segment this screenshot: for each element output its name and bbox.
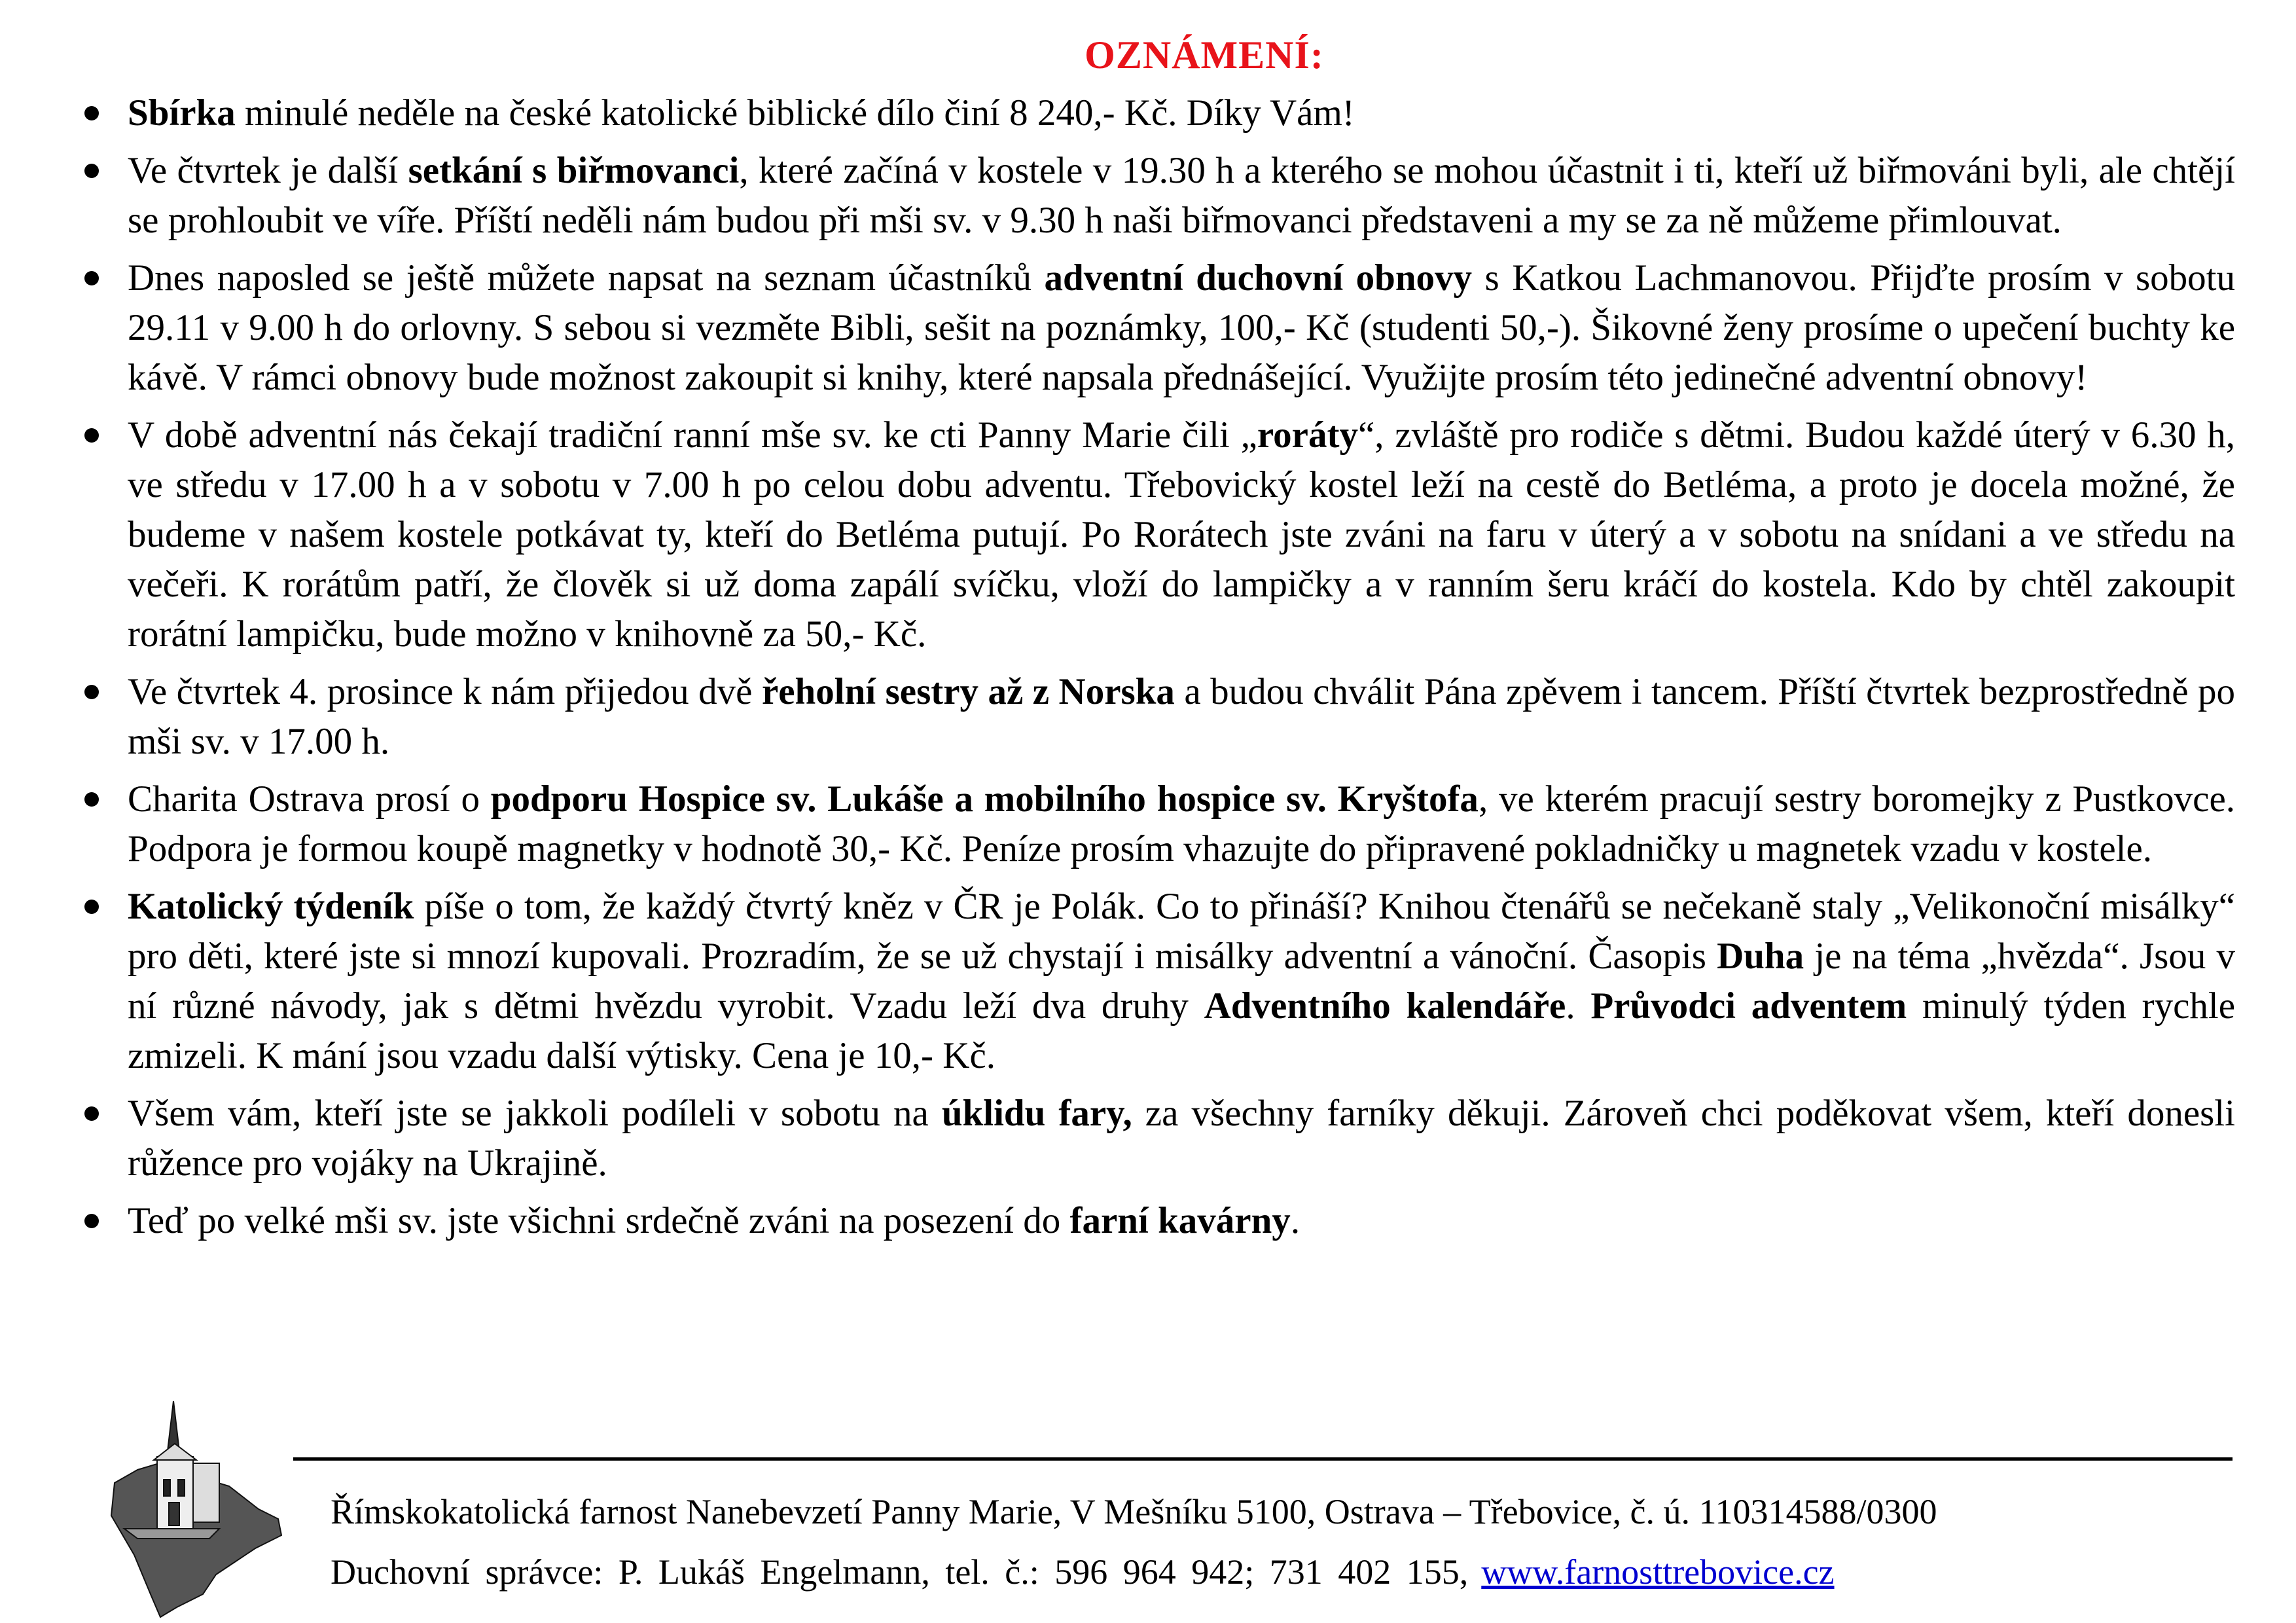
- emphasis-text: roráty: [1257, 414, 1358, 456]
- announcement-item: [75, 410, 2235, 659]
- bullet-icon: [84, 1214, 99, 1228]
- emphasis-text: setkání s biřmovanci: [408, 150, 740, 191]
- bullet-icon: [84, 1106, 99, 1121]
- body-text: .: [1566, 985, 1591, 1027]
- emphasis-text: Adventního kalendáře: [1204, 985, 1566, 1027]
- contact-text: Duchovní správce: P. Lukáš Engelmann, tel. č.: 596 964 942; 731 402 155,: [331, 1552, 1469, 1592]
- body-text: a budou chválit Pána zpěvem i tancem. Příští čtvrtek bezprostředně po mši sv. v 17.00 h.: [128, 671, 2236, 762]
- announcement-item: [75, 146, 2235, 246]
- body-text: “, zvláště pro rodiče s dětmi. Budou každé úterý v 6.30 h, ve středu v 17.00 h a v sobotu v 7.00 h po celou dobu adventu. Třebovický kostel leží na cestě do Betléma, a proto je docela možné, že budeme v našem kostele potkávat ty, kteří do Betléma putují. Po Rorátech jste zváni na faru v úterý a v sobotu na snídani a ve středu na večeři. K rorátům patří, že člověk si už doma zapálí svíčku, vloží do lampičky a v ranním šeru kráčí do kostela. Kdo by chtěl zakoupit rorátní lampičku, bude možno v knihovně za 50,- Kč.: [128, 414, 2235, 655]
- emphasis-text: Sbírka: [128, 92, 236, 134]
- emphasis-text: řeholní sestry až z Norska: [761, 671, 1175, 712]
- emphasis-text: adventní duchovní obnovy: [1044, 257, 1473, 299]
- body-text: , ve kterém pracují sestry boromejky z Pustkovce. Podpora je formou koupě magnetky v hodnotě 30,- Kč. Peníze prosím vhazujte do připravené pokladničky u magnetek vzadu v kostele.: [128, 778, 2235, 869]
- footer-divider: [293, 1457, 2233, 1461]
- bullet-icon: [84, 164, 99, 178]
- body-text: Dnes naposled se ještě můžete napsat na seznam účastníků: [128, 257, 1045, 299]
- body-text: je na téma „hvězda“. Jsou v ní různé návody, jak s dětmi hvězdu vyrobit. Vzadu leží dva druhy: [128, 936, 2235, 1027]
- announcement-item: [75, 1196, 2235, 1246]
- body-text: Charita Ostrava prosí o: [128, 778, 491, 820]
- church-engraving-icon: [98, 1398, 288, 1620]
- body-text: , které začíná v kostele v 19.30 h a kterého se mohou účastnit i ti, kteří už biřmováni byli, ale chtějí se prohloubit ve víře. Příští neděli nám budou při mši sv. v 9.30 h naši biřmovanci představeni a my se za ně můžeme přimlouvat.: [128, 150, 2235, 241]
- announcement-item: [75, 253, 2235, 403]
- website-link[interactable]: www.farnosttrebovice.cz: [1481, 1552, 1835, 1592]
- body-text: V době adventní nás čekají tradiční ranní mše sv. ke cti Panny Marie čili „: [128, 414, 1257, 456]
- announcement-item: [75, 882, 2235, 1081]
- body-text: Všem vám, kteří jste se jakkoli podíleli v sobotu na: [128, 1093, 942, 1134]
- body-text: minulé neděle na české katolické biblické dílo činí 8 240,- Kč. Díky Vám!: [235, 92, 1355, 134]
- body-text: za všechny farníky děkuji. Zároveň chci poděkovat všem, kteří donesli růžence pro vojáky na Ukrajině.: [128, 1093, 2235, 1184]
- body-text: Teď po velké mši sv. jste všichni srdečně zváni na posezení do: [128, 1200, 1070, 1241]
- announcement-item: [75, 1089, 2235, 1188]
- emphasis-text: Průvodci adventem: [1590, 985, 1907, 1027]
- bullet-icon: [84, 792, 99, 807]
- body-text: Ve čtvrtek 4. prosince k nám přijedou dvě: [128, 671, 762, 712]
- body-text: píše o tom, že každý čtvrtý kněz v ČR je Polák. Co to přináší? Knihou čtenářů se nečekaně staly „Velikonoční misálky“ pro děti, které jste si mnozí kupovali. Prozradím, že se už chystají i misálky adventní a vánoční. Časopis: [128, 886, 2235, 977]
- emphasis-text: farní kavárny: [1069, 1200, 1291, 1241]
- body-text: .: [1290, 1200, 1300, 1241]
- page-title: OZNÁMENÍ:: [1085, 33, 1324, 77]
- bullet-icon: [84, 900, 99, 914]
- emphasis-text: Duha: [1717, 936, 1804, 977]
- emphasis-text: Katolický týdeník: [128, 886, 414, 927]
- parish-address: Římskokatolická farnost Nanebevzetí Panny Marie, V Mešníku 5100, Ostrava – Třebovice, č. ú. 110314588/0300: [331, 1492, 1937, 1531]
- announcement-item: [75, 88, 2235, 138]
- announcement-item: [75, 775, 2235, 874]
- announcement-list: [75, 88, 2235, 1254]
- parish-contact: [331, 1552, 1835, 1592]
- body-text: Ve čtvrtek je další: [128, 150, 408, 191]
- announcement-item: [75, 667, 2235, 767]
- body-text: s Katkou Lachmanovou. Přijďte prosím v sobotu 29.11 v 9.00 h do orlovny. S sebou si vezměte Bibli, sešit na poznámky, 100,- Kč (studenti 50,-). Šikovné ženy prosíme o upečení buchty ke kávě. V rámci obnovy bude možnost zakoupit si knihy, které napsala přednášející. Využijte prosím této jedinečné adventní obnovy!: [128, 257, 2235, 398]
- bullet-icon: [84, 685, 99, 699]
- body-text: minulý týden rychle zmizeli. K mání jsou vzadu další výtisky. Cena je 10,- Kč.: [128, 985, 2236, 1076]
- bullet-icon: [84, 428, 99, 443]
- bullet-icon: [84, 271, 99, 285]
- emphasis-text: úklidu fary,: [941, 1093, 1132, 1134]
- emphasis-text: podporu Hospice sv. Lukáše a mobilního hospice sv. Kryštofa: [490, 778, 1479, 820]
- bullet-icon: [84, 106, 99, 120]
